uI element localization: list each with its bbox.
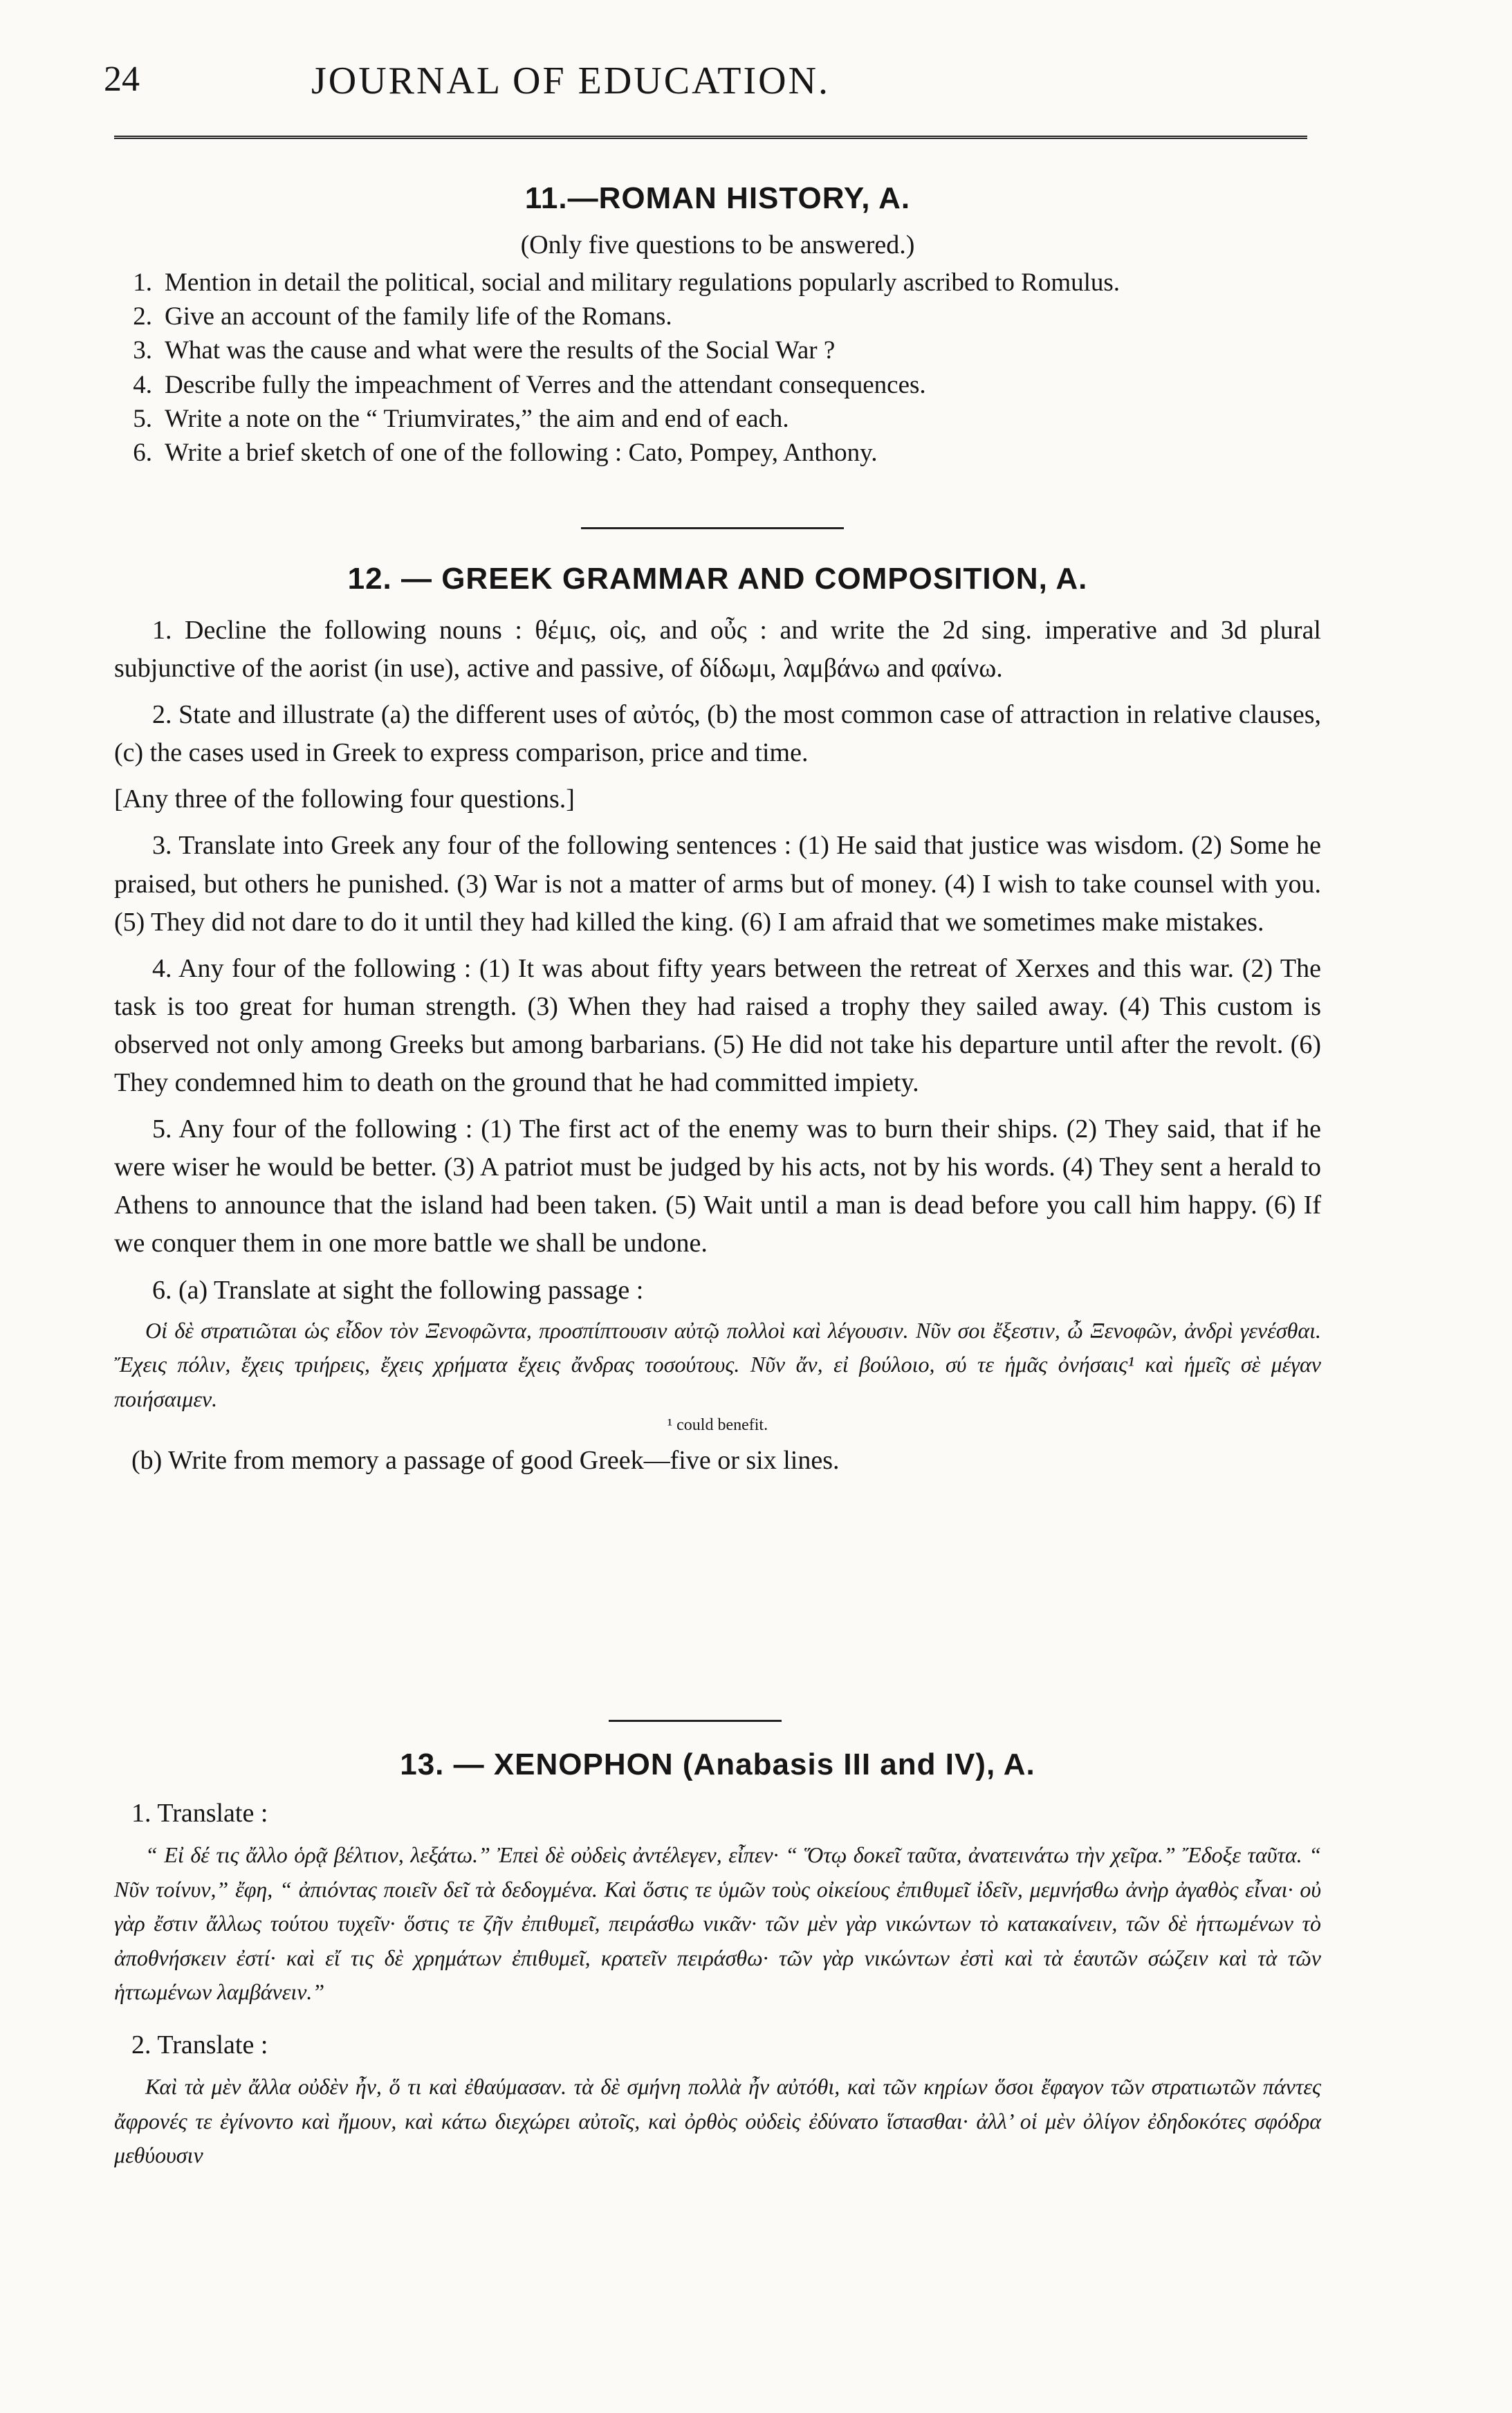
question-paragraph: 3. Translate into Greek any four of the following sentences : (1) He said that justice was wisdom. (2) Some he praised, but others he punished. (3) War is not a matter of arms but of money. (4) I wish to take counsel with you. (5) They did not dare to do it until they had killed the king. (6) I am afraid that we sometimes make mistakes. [114, 831, 1321, 937]
question-item: 5. Write a note on the “ Triumvirates,” the aim and end of each. [133, 404, 789, 433]
header-rule [114, 136, 1307, 139]
question-paragraph: 6. (a) Translate at sight the following passage : [152, 1275, 644, 1305]
section-title: 11.—ROMAN HISTORY, A. [524, 181, 911, 215]
question-item: 4. Describe fully the impeachment of Verres and the attendant consequences. [133, 370, 926, 399]
journal-title: JOURNAL OF EDUCATION. [311, 59, 831, 102]
question-paragraph: 5. Any four of the following : (1) The first act of the enemy was to burn their ships. (2) They said, that if he were wiser he would be better. (3) A patriot must be judged by his acts, not by his words. (4) They sent a herald to Athens to announce that the island had been taken. (5) Wait until a man is dead before you call him happy. (6) If we conquer them in one more battle we shall be undone. [114, 1114, 1321, 1258]
question-paragraph: 4. Any four of the following : (1) It was about fifty years between the retreat of Xerxes and this war. (2) The task is too great for human strength. (3) When they had raised a trophy they sailed away. (4) This custom is observed not only among Greeks but among barbarians. (5) He did not take his departure until after the revolt. (6) They condemned him to death on the ground that he had committed impiety. [114, 953, 1321, 1098]
question-paragraph: 2. State and illustrate (a) the different uses of αὐτός, (b) the most common case of attraction in relative clauses, (c) the cases used in Greek to express comparison, price and time. [114, 700, 1321, 768]
question-item: 3. What was the cause and what were the results of the Social War ? [133, 336, 836, 365]
section-divider [609, 1720, 782, 1722]
section-greek-grammar [114, 562, 1321, 1485]
section-xenophon [114, 1747, 1321, 2173]
section-title: 13. — XENOPHON (Anabasis III and IV), A. [400, 1747, 1035, 1781]
question-paragraph: 1. Decline the following nouns : θέμις, οἰς, and οὖς : and write the 2d sing. imperative and 3d plural subjunctive of the aorist (in use), active and passive, of δίδωμι, λαμβάνω and φαίνω. [114, 616, 1321, 683]
greek-passage: Οἱ δὲ στρατιῶται ὡς εἶδον τὸν Ξενοφῶντα, προσπίπτουσιν αὐτῷ πολλοὶ καὶ λέγουσιν. Νῦν σοι ἔξεστιν, ὦ Ξενοφῶν, ἀνδρὶ γενέσθαι. Ἔχεις πόλιν, ἔχεις τριήρεις, ἔχεις χρήματα ἔχεις ἄνδρας τοσούτους. Νῦν ἄν, εἰ βούλοιο, σύ τε ἡμᾶς ὀνήσαις¹ καὶ ἡμεῖς σὲ μέγαν ποιήσαιμεν. [114, 1317, 1321, 1411]
footnote: ¹ could benefit. [667, 1416, 768, 1435]
question-item: 6. Write a brief sketch of one of the following : Cato, Pompey, Anthony. [133, 439, 878, 468]
section-roman-history [114, 181, 1321, 470]
instruction-note: [Any three of the following four questions.] [114, 785, 575, 814]
greek-passage: Καὶ τὰ μὲν ἄλλα οὐδὲν ἦν, ὅ τι καὶ ἐθαύμασαν. τὰ δὲ σμήνη πολλὰ ἦν αὐτόθι, καὶ τῶν κηρίων ὅσοι ἔφαγον τῶν στρατιωτῶν πάντες ἄφρονές τε ἐγίνοντο καὶ ἤμουν, καὶ κάτω διεχώρει αὐτοῖς, καὶ ὀρθὸς οὐδεὶς ἐδύνατο ἵστασθαι· ἀλλ’ οἱ μὲν ὀλίγον ἐδηδοκότες σφόδρα μεθύουσιν [114, 2074, 1321, 2168]
page-number: 24 [104, 59, 140, 99]
section-divider [581, 527, 844, 529]
question-paragraph: 1. Translate : [131, 1799, 268, 1828]
question-paragraph: (b) Write from memory a passage of good Greek—five or six lines. [131, 1446, 840, 1476]
section-title: 12. — GREEK GRAMMAR AND COMPOSITION, A. [347, 562, 1088, 596]
greek-passage: “ Εἰ δέ τις ἄλλο ὁρᾷ βέλτιον, λεξάτω.” Ἐπεὶ δὲ οὐδεὶς ἀντέλεγεν, εἶπεν· “ Ὅτῳ δοκεῖ ταῦτα, ἀνατεινάτω τὴν χεῖρα.” Ἔδοξε ταῦτα. “ Νῦν τοίνυν,” ἔφη, “ ἀπιόντας ποιεῖν δεῖ τὰ δεδογμένα. Καὶ ὅστις τε ὑμῶν τοὺς οἰκείους ἐπιθυμεῖ ἰδεῖν, μεμνήσθω ἀνὴρ ἀγαθὸς εἶναι· οὐ γὰρ ἔστιν ἄλλως τούτου τυχεῖν· ὅστις τε ζῆν ἐπιθυμεῖ, πειράσθω νικᾶν· τῶν μὲν γὰρ νικώντων τὸ κατακαίνειν, τῶν δὲ ἡττωμένων τὸ ἀποθνήσκειν ἐστί· καὶ εἴ τις δὲ χρημάτων ἐπιθυμεῖ, κρατεῖν πειράσθω· τῶν γὰρ νικώντων ἐστὶ καὶ τὰ ἑαυτῶν σώζειν καὶ τὰ τῶν ἡττωμένων λαμβάνειν.” [114, 1842, 1321, 2005]
question-list [114, 266, 1321, 470]
question-item: 1. Mention in detail the political, social and military regulations popularly ascribed to Romulus. [133, 268, 1121, 297]
page-header [104, 59, 1314, 107]
question-paragraph: 2. Translate : [131, 2030, 268, 2060]
section-note: (Only five questions to be answered.) [520, 230, 915, 259]
question-item: 2. Give an account of the family life of the Romans. [133, 302, 672, 331]
